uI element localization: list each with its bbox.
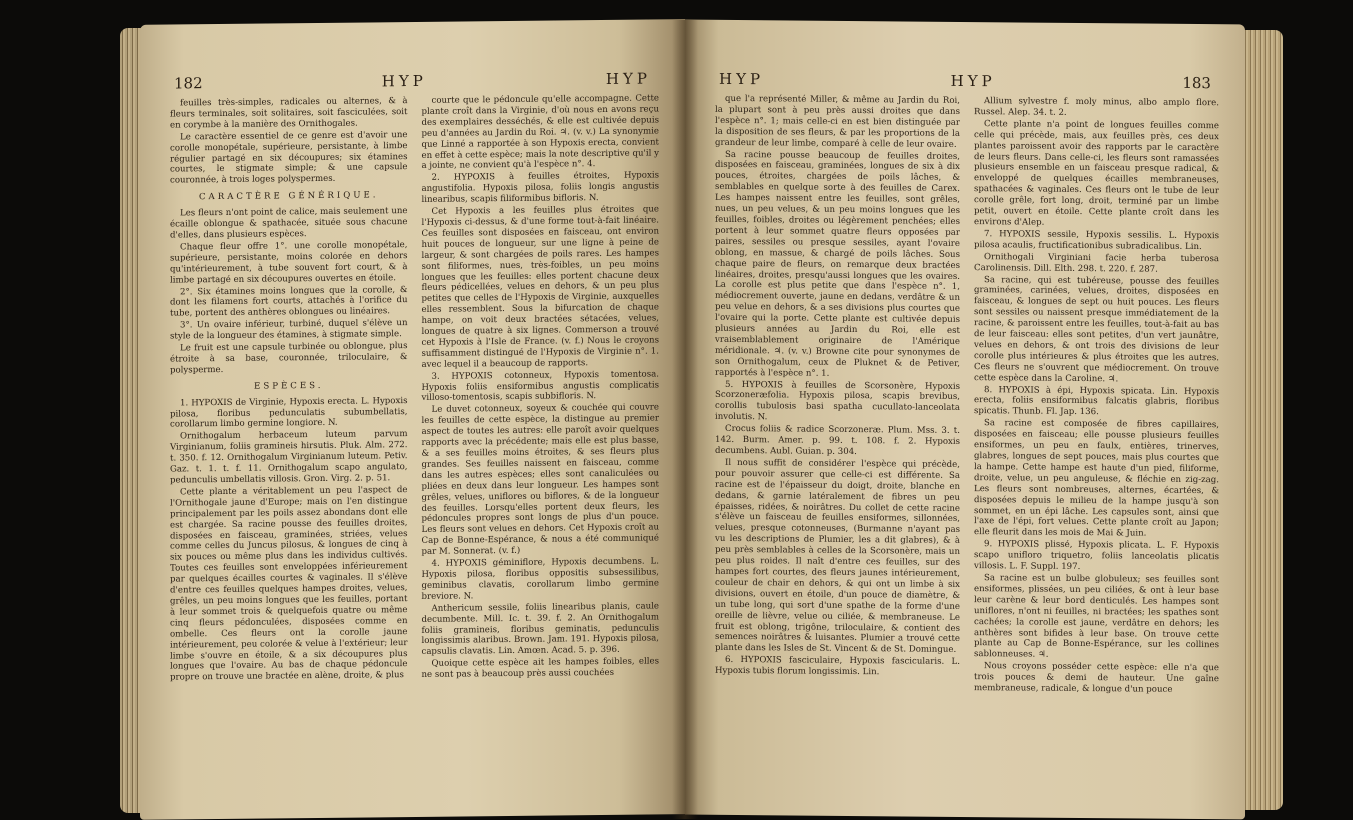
page-edges-right: [1243, 30, 1283, 810]
paragraph: 5. HYPOXIS à feuilles de Scorsonère, Hypoxis Scorzoneræfolia. Hypoxis pilosa, scapis brevibus, corollis tubulosis basi spatha cucullato-lanceolata involutis. N.: [715, 379, 960, 423]
paragraph: Chaque fleur offre 1°. une corolle monopétale, supérieure, persistante, moins colorée en dehors qu'intérieurement, à tube souvent fort court, & à limbe partagé en six découpures ouvertes en étoile.: [170, 239, 408, 286]
paragraph: Il nous suffit de considérer l'espèce qui précède, pour pouvoir assurer que celle-ci est différente. Sa racine est de l'épaisseur du doigt, droite, blanche en dedans, & garnie latéralement de fibres un peu épaisses, ridées, & noirâtres. Du collet de cette racine s'élève un faisceau de feuilles ensiformes, sillonnées, velues, presque cotonneuses, (Burmanne n'ayant pas vu les descriptions de Plumier, les a dit glabres), & à peu près semblables à celles de la Scorsonère, mais un peu plus roides. Il naît d'entre ces feuilles, sur des hampes fort courtes, des fleurs jaunes intérieurement, couleur de chair en dehors, & qui ont un limbe à six divisions, ouvert en étoile, d'un pouce de diamètre, & un tube long, qui sort d'une spathe de la forme d'une oreille de lièvre, velue ou ciliée, & membraneuse. Le fruit est oblong, trigône, triloculaire, & contient des semences noirâtres & luisantes. Plumier a trouvé cette plante dans les Isles de St. Vincent & de St. Domingue.: [715, 457, 960, 656]
paragraph: 6. HYPOXIS fasciculaire, Hypoxis fascicularis. L. Hypoxis tubis florum longissimis. Lin.: [715, 655, 960, 678]
paragraph: Ornithogali Virginiani facie herba tuberosa Carolinensis. Dill. Elth. 298. t. 220. f. 287.: [974, 251, 1219, 275]
paragraph: Sa racine pousse beaucoup de feuilles droites, disposées en faisceau, graminées, longues de six à dix pouces, étroites, chargées de poils lâches, & semblables en quelque sorte à des feuilles de Carex. Les hampes naissent entre les feuilles, sont grêles, nues, un peu velues, & un peu moins longues que les feuilles, foibles, droites ou légèrement penchées; elles portent à leur sommet quatre fleurs opposées par paires, sessiles ou presque sessiles, ayant l'ovaire oblong, en massue, & chargé de poils lâches. Sous chaque paire de fleurs, on remarque deux bractées linéaires, droites, presqu'aussi longues que les ovaires. La corolle est plus petite que dans l'espèce n°. 1, médiocrement ouverte, jaune en dedans, verdâtre & un peu velue en dehors, & a ses divisions plus courtes que l'ovaire qui la porte. Cette plante est cultivée depuis plusieurs années au Jardin du Roi, elle est vraisemblablement originaire de l'Amérique méridionale. ♃. (v. v.) Browne cite pour synonymes de son Ornithogalum, ceux de Pluknet & de Petiver, rapportés à l'espèce n°. 1.: [715, 149, 960, 379]
paragraph: CARACTÈRE GÉNÉRIQUE.: [198, 190, 379, 203]
paragraph: 3. HYPOXIS cotonneux, Hypoxis tomentosa. Hypoxis foliis ensiformibus angustis complicatis villoso-tomentosis, scapis subbifloris. N.: [421, 369, 659, 404]
paragraph: 2°. Six étamines moins longues que la corolle, & dont les filamens fort courts, attachés à l'orifice du tube, portent des anthères oblongues ou linéaires.: [170, 284, 408, 319]
paragraph: Cette plante a véritablement un peu l'aspect de l'Ornithogale jaune d'Europe; mais on l'en distingue principalement par les poils assez abondans dont elle est chargée. Sa racine pousse des feuilles droites, disposées en faisceau, graminées, striées, velues comme celles du Juncus pilosus, & longues de cinq à six pouces ou même plus dans les individus cultivés. Toutes ces feuilles sont enveloppées inférieurement par quelques écailles courtes & vaginales. Il s'élève d'entre ces feuilles quelques hampes droites, velues, grêles, un peu moins longues que les feuilles, portant à leur sommet trois & quelquefois quatre ou même cinq fleurs pédonculées, disposées comme en ombelle. Ces fleurs ont la corolle jaune intérieurement, peu colorée & velue à l'extérieur; leur limbe s'ouvre en étoile, & a six découpures plus longues que l'ovaire. Au bas de chaque pédoncule propre on trouve une bractée en alène, droite, & plus: [170, 484, 408, 683]
left-folio: 182: [174, 74, 203, 93]
right-head-left: HYP: [719, 69, 765, 89]
paragraph: Le caractère essentiel de ce genre est d'avoir une corolle monopétale, supérieure, persistante, à limbe régulier partagé en six découpures; six étamines courtes, le stigmate simple; & une capsule couronnée, à trois loges polyspermes.: [170, 129, 408, 186]
paragraph: Sa racine est composée de fibres capillaires, disposées en faisceau; elle pousse plusieurs feuilles ensiformes, un peu en faulx, entières, trinerves, glabres, longues de sept pouces, mais plus courtes que la hampe. Cette hampe est haute d'un pied, filiforme, droite, velue, un peu anguleuse, & fléchie en zig-zag. Les fleurs sont nombreuses, alternes, écartées, & disposées depuis le milieu de la hampe jusqu'à son sommet, en un épi lâche. Les capsules sont, ainsi que l'axe de l'épi, fort velues. Cette plante croît au Japon; elle fleurit dans les mois de Mai & Juin.: [974, 418, 1219, 539]
paragraph: 9. HYPOXIS plissé, Hypoxis plicata. L. F. Hypoxis scapo unifloro triquetro, foliis lanceolatis plicatis villosis. L. F. Suppl. 197.: [974, 539, 1219, 573]
paragraph: 2. HYPOXIS à feuilles étroites, Hypoxis angustifolia. Hypoxis pilosa, foliis longis angustis linearibus, scapis filiformibus bifloris. N.: [421, 170, 659, 206]
paragraph: Quoique cette espèce ait les hampes foibles, elles ne sont pas à beaucoup près aussi couchées: [421, 656, 659, 681]
paragraph: Nous croyons posséder cette espèce: elle n'a que trois pouces & demi de hauteur. Une gaîne membraneuse, radicale, & longue d'un pouce: [974, 661, 1219, 695]
paragraph: courte que le pédoncule qu'elle accompagne. Cette plante croît dans la Virginie, d'où nous en avons reçu des exemplaires desséchés, & elle est cultivée depuis peu d'années au Jardin du Roi. ♃. (v. v.) La synonymie que Linné a rapportée à son Hypoxis erecta, convient en effet à cette espèce; mais la note descriptive qu'il y a jointe, ne convient qu'à l'espèce n°. 4.: [421, 93, 659, 172]
left-page: [140, 19, 685, 820]
paragraph: Crocus foliis & radice Scorzoneræ. Plum. Mss. 3. t. 142. Burm. Amer. p. 99. t. 108. f. 2. Hypoxis decumbens. Aubl. Guian. p. 304.: [715, 424, 960, 458]
paragraph: 1. HYPOXIS de Virginie, Hypoxis erecta. L. Hypoxis pilosa, floribus pedunculatis subumbellatis, corollarum limbo germine longiore. N.: [170, 395, 408, 431]
paragraph: Cette plante n'a point de longues feuilles comme celle qui précède, mais, aux feuilles près, ces deux plantes paroissent avoir des rapports par le caractère de leurs fleurs. Dans celle-ci, les fleurs sont ramassées plusieurs ensemble en un faisceau presque radical, & enveloppé de quelques écailles membraneuses, spathacées & vaginales. Ces fleurs ont le tube de leur corolle grêle, fort long, droit, terminé par un limbe petit, ouvert en étoile. Cette plante croît dans les environs d'Alep.: [974, 118, 1219, 228]
page-edges-left: [120, 28, 142, 813]
right-folio: 183: [1182, 73, 1211, 93]
paragraph: que l'a représenté Miller, & même au Jardin du Roi, la plupart sont à peu près aussi droites que dans l'espèce n°. 1; mais celle-ci en est bien distinguée par la disposition de ses fleurs, & par les proportions de la grandeur de leur limbe, comparé à celle de leur ovaire.: [715, 93, 960, 150]
right-head-right: HYP: [950, 71, 996, 91]
paragraph: 4. HYPOXIS géminiflore, Hypoxis decumbens. L. Hypoxis pilosa, floribus oppositis subsessilibus, geminibus clavatis, corollarum limbo germine breviore. N.: [421, 556, 659, 602]
paragraph: ESPÈCES.: [254, 380, 324, 392]
paragraph: 7. HYPOXIS sessile, Hypoxis sessilis. L. Hypoxis pilosa acaulis, fructificationibus subradicalibus. Lin.: [974, 229, 1219, 252]
paragraph: feuilles très-simples, radicales ou alternes, & à fleurs terminales, soit solitaires, soit fasciculées, soit en corymbe à la manière des Ornithogales.: [170, 96, 408, 131]
paragraph: Cet Hypoxis a les feuilles plus étroites que l'Hypoxis ci-dessus, & d'une forme tout-à-fait linéaire. Ces feuilles sont disposées en faisceau, ont environ huit pouces de longueur, sur une ligne à peine de largeur, & sont chargées de poils rares. Les hampes sont filiformes, nues, très-foibles, un peu moins longues que les feuilles: elles portent chacune deux fleurs pédicellées, velues en dehors, & un peu plus petites que celles de l'Hypoxis de Virginie, auxquelles elles ressemblent. Sous la bifurcation de chaque hampe, on voit deux bractées sétacées, velues, longues de quatre à six lignes. Commerson a trouvé cet Hypoxis à l'Isle de France. (v. f.) Nous le croyons suffisamment distingué de l'Hypoxis de Virginie n°. 1. avec lequel il a beaucoup de rapports.: [421, 204, 659, 370]
right-column-2: [974, 96, 1219, 697]
paragraph: 8. HYPOXIS à épi, Hypoxis spicata. Lin. Hypoxis erecta, foliis ensiformibus falcatis glabris, floribus spicatis. Thunb. Fl. Jap. 136.: [974, 384, 1219, 418]
paragraph: Le fruit est une capsule turbinée ou oblongue, plus étroite à sa base, couronnée, triloculaire, & polysperme.: [170, 341, 408, 376]
paragraph: Ornithogalum herbaceum luteum parvum Virginianum, foliis gramineis hirsutis. Pluk. Alm. 272. t. 350. f. 12. Ornithogalum Virginianum luteum. Petiv. Gaz. t. 1. t. f. 11. Ornithogalum scapo angulato, pedunculis umbellatis villosis. Gron. Virg. 2. p. 51.: [170, 429, 408, 486]
left-head-right: HYP: [605, 69, 651, 88]
left-column-2: [422, 93, 660, 682]
right-page: [685, 20, 1245, 820]
left-head-left: HYP: [381, 71, 427, 91]
paragraph: Sa racine, qui est tubéreuse, pousse des feuilles graminées, carinées, velues, droites, disposées en faisceau, & longues de sept ou huit pouces. Les fleurs sont sessiles ou naissent presque immédiatement de la racine, & paroissent entre les feuilles, tout-à-fait au bas de leur faisceau: elles sont petites, d'un vert jaunâtre, velues en dehors, & ont trois des divisions de leur corolle plus intérieures & plus étroites que les autres. Ces fleurs ne s'ouvrent que médiocrement. On trouve cette espèce dans la Caroline. ♃.: [974, 274, 1219, 384]
paragraph: Allium sylvestre f. moly minus, albo amplo flore. Russel. Alep. 34. t. 2.: [974, 96, 1219, 118]
right-columns: [685, 88, 1245, 698]
paragraph: Sa racine est un bulbe globuleux; ses feuilles sont ensiformes, plissées, un peu ciliées, & ont à leur base leur carène & leur bord denticulés. Les hampes sont uniflores, n'ont ni feuilles, ni bractées; les spathes sont cachées; la corolle est jaune, verdâtre en dehors; les anthères sont bifides à leur base. On trouve cette plante au Cap de Bonne-Espérance, sur les collines sablonneuses. ♃.: [974, 573, 1219, 661]
paragraph: 3°. Un ovaire inférieur, turbiné, duquel s'élève un style de la longueur des étamines, à stigmate simple.: [170, 318, 408, 342]
left-columns: [140, 87, 685, 685]
paragraph: Le duvet cotonneux, soyeux & couchée qui couvre les feuilles de cette espèce, la distingue au premier aspect de toutes les autres: elle paroît avoir quelques rapports avec la précédente; mais elle est plus basse, & a ses feuilles moins étroites, & ses fleurs plus grandes. Ses feuilles naissent en faisceau, comme dans les autres espèces; elles sont canaliculées ou pliées en deux dans leur longueur. Les hampes sont grêles, velues, uniflores ou biflores, & de la longueur des feuilles. Lorsqu'elles portent deux fleurs, les pédoncules propres sont longs de plus d'un pouce. Les fleurs sont velues en dehors. Cet Hypoxis croît au Cap de Bonne-Espérance, & nous a été communiqué par M. Sonnerat. (v. f.): [421, 402, 659, 558]
right-column-1: [715, 94, 960, 695]
right-running-head: [685, 64, 1245, 93]
left-column-1: [170, 96, 408, 685]
paragraph: Anthericum sessile, foliis linearibus planis, caule decumbente. Mill. Ic. t. 39. f. 2. An Ornithogalum foliis gramineis, floribus geminatis, pedunculis longissimis alaribus. Brown. Jam. 191. Hypoxis pilosa, capsulis clavatis. Lin. Amœn. Acad. 5. p. 396.: [421, 601, 659, 658]
paragraph: Les fleurs n'ont point de calice, mais seulement une écaille oblongue & spathacée, située sous chacune d'elles, dans plusieurs espèces.: [170, 206, 408, 241]
